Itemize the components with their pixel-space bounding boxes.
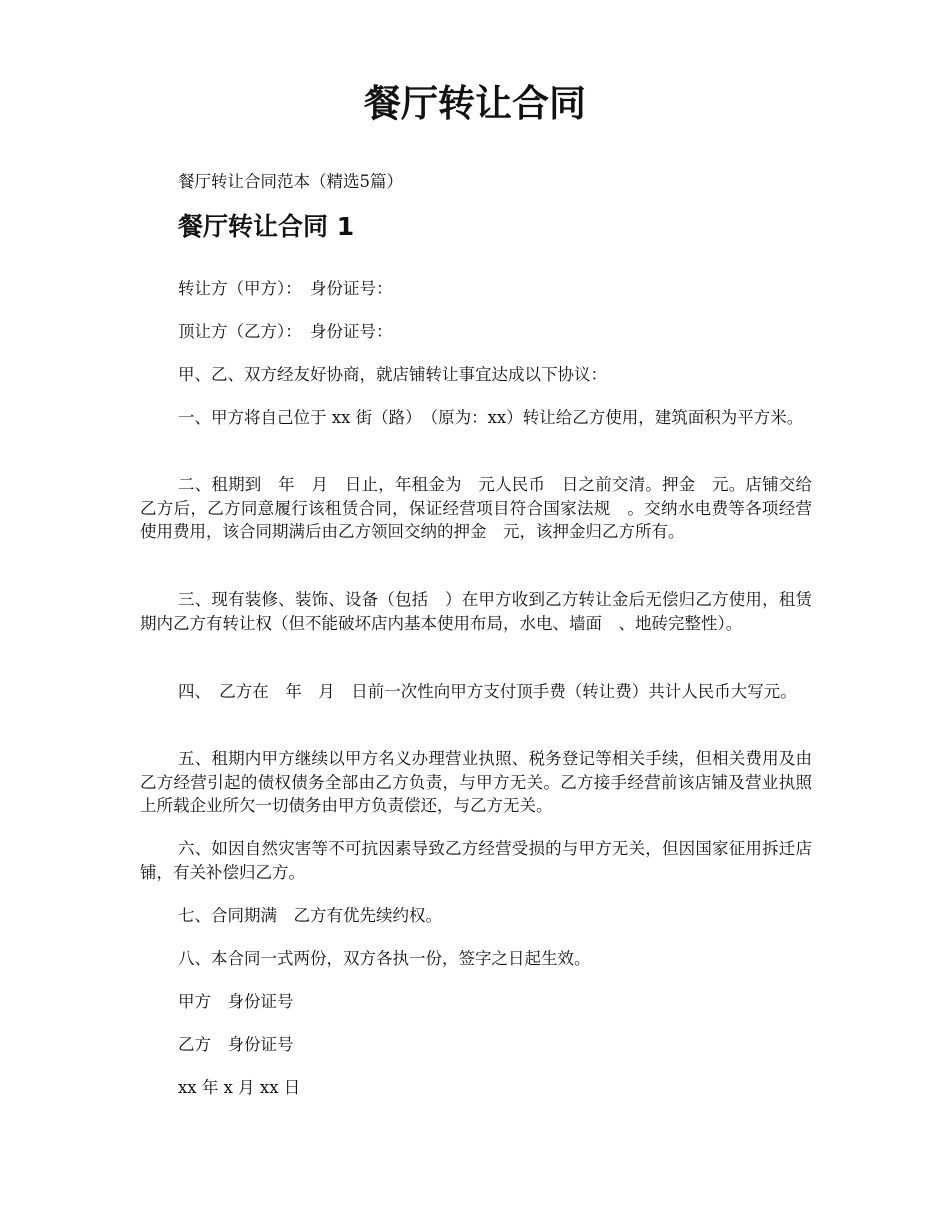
clause-5: 五、租期内甲方继续以甲方名义办理营业执照、税务登记等相关手续，但相关费用及由乙方经营引起的债权债务全部由乙方负责，与甲方无关。乙方接手经营前该店铺及营业执照上所载企业所欠一切债务由甲方负责偿还，与乙方无关。 — [140, 749, 812, 815]
transferee-line: 顶让方（乙方）： 身份证号： — [178, 322, 393, 341]
clause-8: 八、本合同一式两份，双方各执一份，签字之日起生效。 — [178, 949, 591, 968]
party-a-signature-line: 甲方 身份证号 — [178, 992, 294, 1011]
document-title: 餐厅转让合同 — [364, 82, 586, 125]
transferor-line: 转让方（甲方）： 身份证号： — [178, 279, 393, 298]
clause-1: 一、甲方将自己位于 xx 街（路） （原为：xx）转让给乙方使用，建筑面积为平方米。 — [178, 408, 804, 427]
agreement-intro: 甲、乙、双方经友好协商，就店铺转让事宜达成以下协议： — [178, 365, 607, 384]
clause-7: 七、合同期满 乙方有优先续约权。 — [178, 906, 442, 925]
section-heading: 餐厅转让合同 1 — [178, 212, 355, 241]
date-line: xx 年 x 月 xx 日 — [178, 1078, 301, 1097]
document-subtitle: 餐厅转让合同范本（精选5篇） — [178, 172, 403, 191]
clause-2: 二、租期到 年 月 日止，年租金为 元人民币 日之前交清。押金 元。店铺交给乙方后，乙方同意履行该租赁合同，保证经营项目符合国家法规 。交纳水电费等各项经营使用费用，该合同期满后由乙方领回交纳的押金 元，该押金归乙方所有。 — [140, 475, 812, 541]
clause-6: 六、如因自然灾害等不可抗因素导致乙方经营受损的与甲方无关，但因国家征用拆迁店铺，有关补偿归乙方。 — [140, 839, 812, 882]
party-b-signature-line: 乙方 身份证号 — [178, 1035, 294, 1054]
clause-3: 三、现有装修、装饰、设备（包括 ）在甲方收到乙方转让金后无偿归乙方使用，租赁期内乙方有转让权（但不能破坏店内基本使用布局，水电、墙面 、地砖完整性）。 — [140, 590, 812, 633]
clause-4: 四、 乙方在 年 月 日前一次性向甲方支付顶手费（转让费）共计人民币大写元。 — [178, 682, 797, 701]
